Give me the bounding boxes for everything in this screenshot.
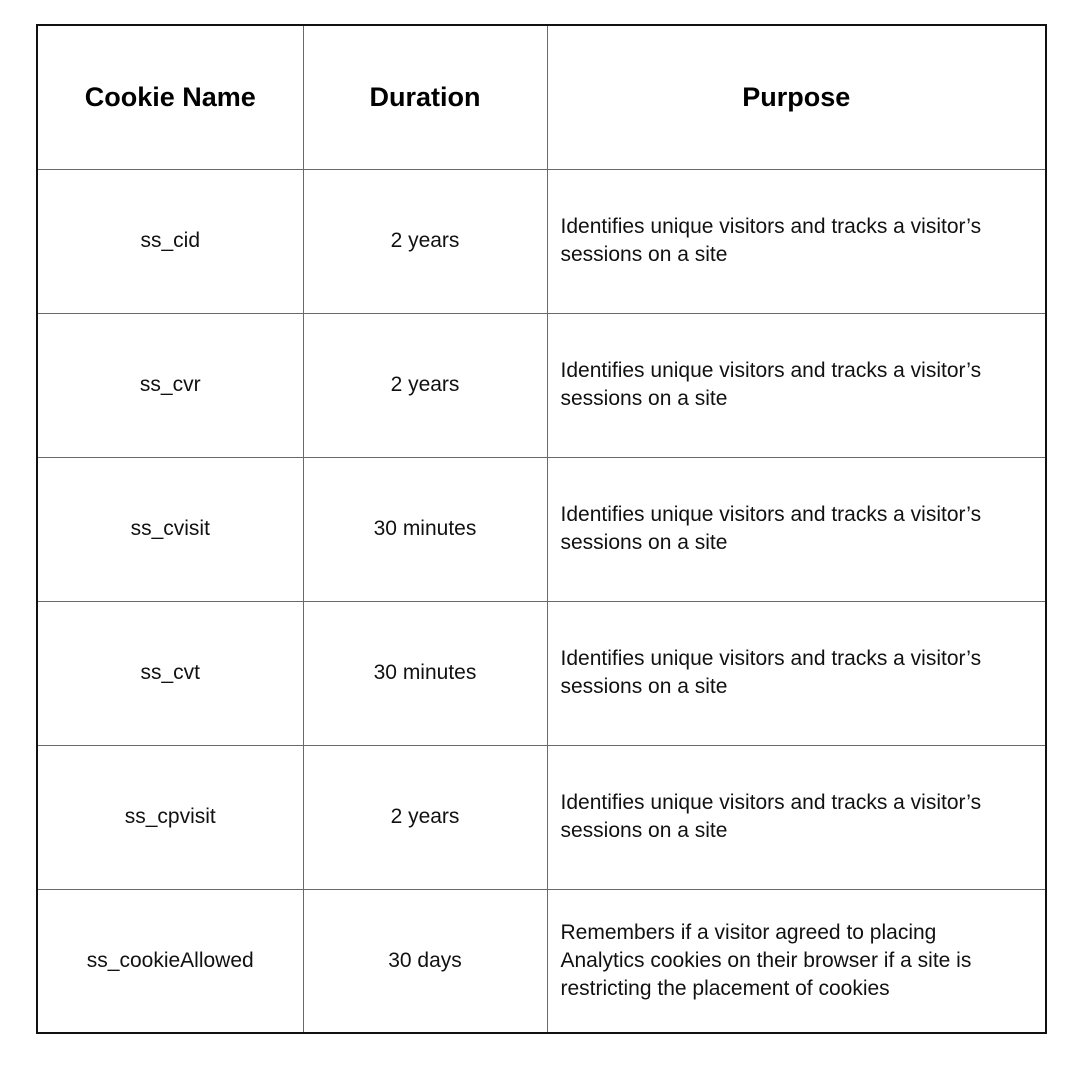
table-row	[37, 889, 1046, 1033]
header-cookie-name: Cookie Name	[37, 25, 303, 169]
table-row	[37, 745, 1046, 889]
table-row	[37, 169, 1046, 313]
purpose-cell: Identifies unique visitors and tracks a visitor’s sessions on a site	[547, 169, 1046, 313]
cookie-table	[36, 24, 1047, 1034]
duration-cell: 2 years	[303, 313, 547, 457]
duration-cell: 30 minutes	[303, 457, 547, 601]
table-row	[37, 313, 1046, 457]
table-header-row	[37, 25, 1046, 169]
table-row	[37, 601, 1046, 745]
cookie-name-cell: ss_cvr	[37, 313, 303, 457]
purpose-cell: Identifies unique visitors and tracks a visitor’s sessions on a site	[547, 457, 1046, 601]
duration-cell: 30 days	[303, 889, 547, 1033]
cookie-name-cell: ss_cvt	[37, 601, 303, 745]
cookie-name-cell: ss_cpvisit	[37, 745, 303, 889]
duration-cell: 30 minutes	[303, 601, 547, 745]
purpose-cell: Remembers if a visitor agreed to placing Analytics cookies on their browser if a site is restricting the placement of cookies	[547, 889, 1046, 1033]
header-purpose: Purpose	[547, 25, 1046, 169]
cookie-name-cell: ss_cid	[37, 169, 303, 313]
cookie-name-cell: ss_cookieAllowed	[37, 889, 303, 1033]
duration-cell: 2 years	[303, 745, 547, 889]
table-row	[37, 457, 1046, 601]
purpose-cell: Identifies unique visitors and tracks a visitor’s sessions on a site	[547, 745, 1046, 889]
purpose-cell: Identifies unique visitors and tracks a visitor’s sessions on a site	[547, 601, 1046, 745]
cookie-name-cell: ss_cvisit	[37, 457, 303, 601]
header-duration: Duration	[303, 25, 547, 169]
purpose-cell: Identifies unique visitors and tracks a visitor’s sessions on a site	[547, 313, 1046, 457]
duration-cell: 2 years	[303, 169, 547, 313]
